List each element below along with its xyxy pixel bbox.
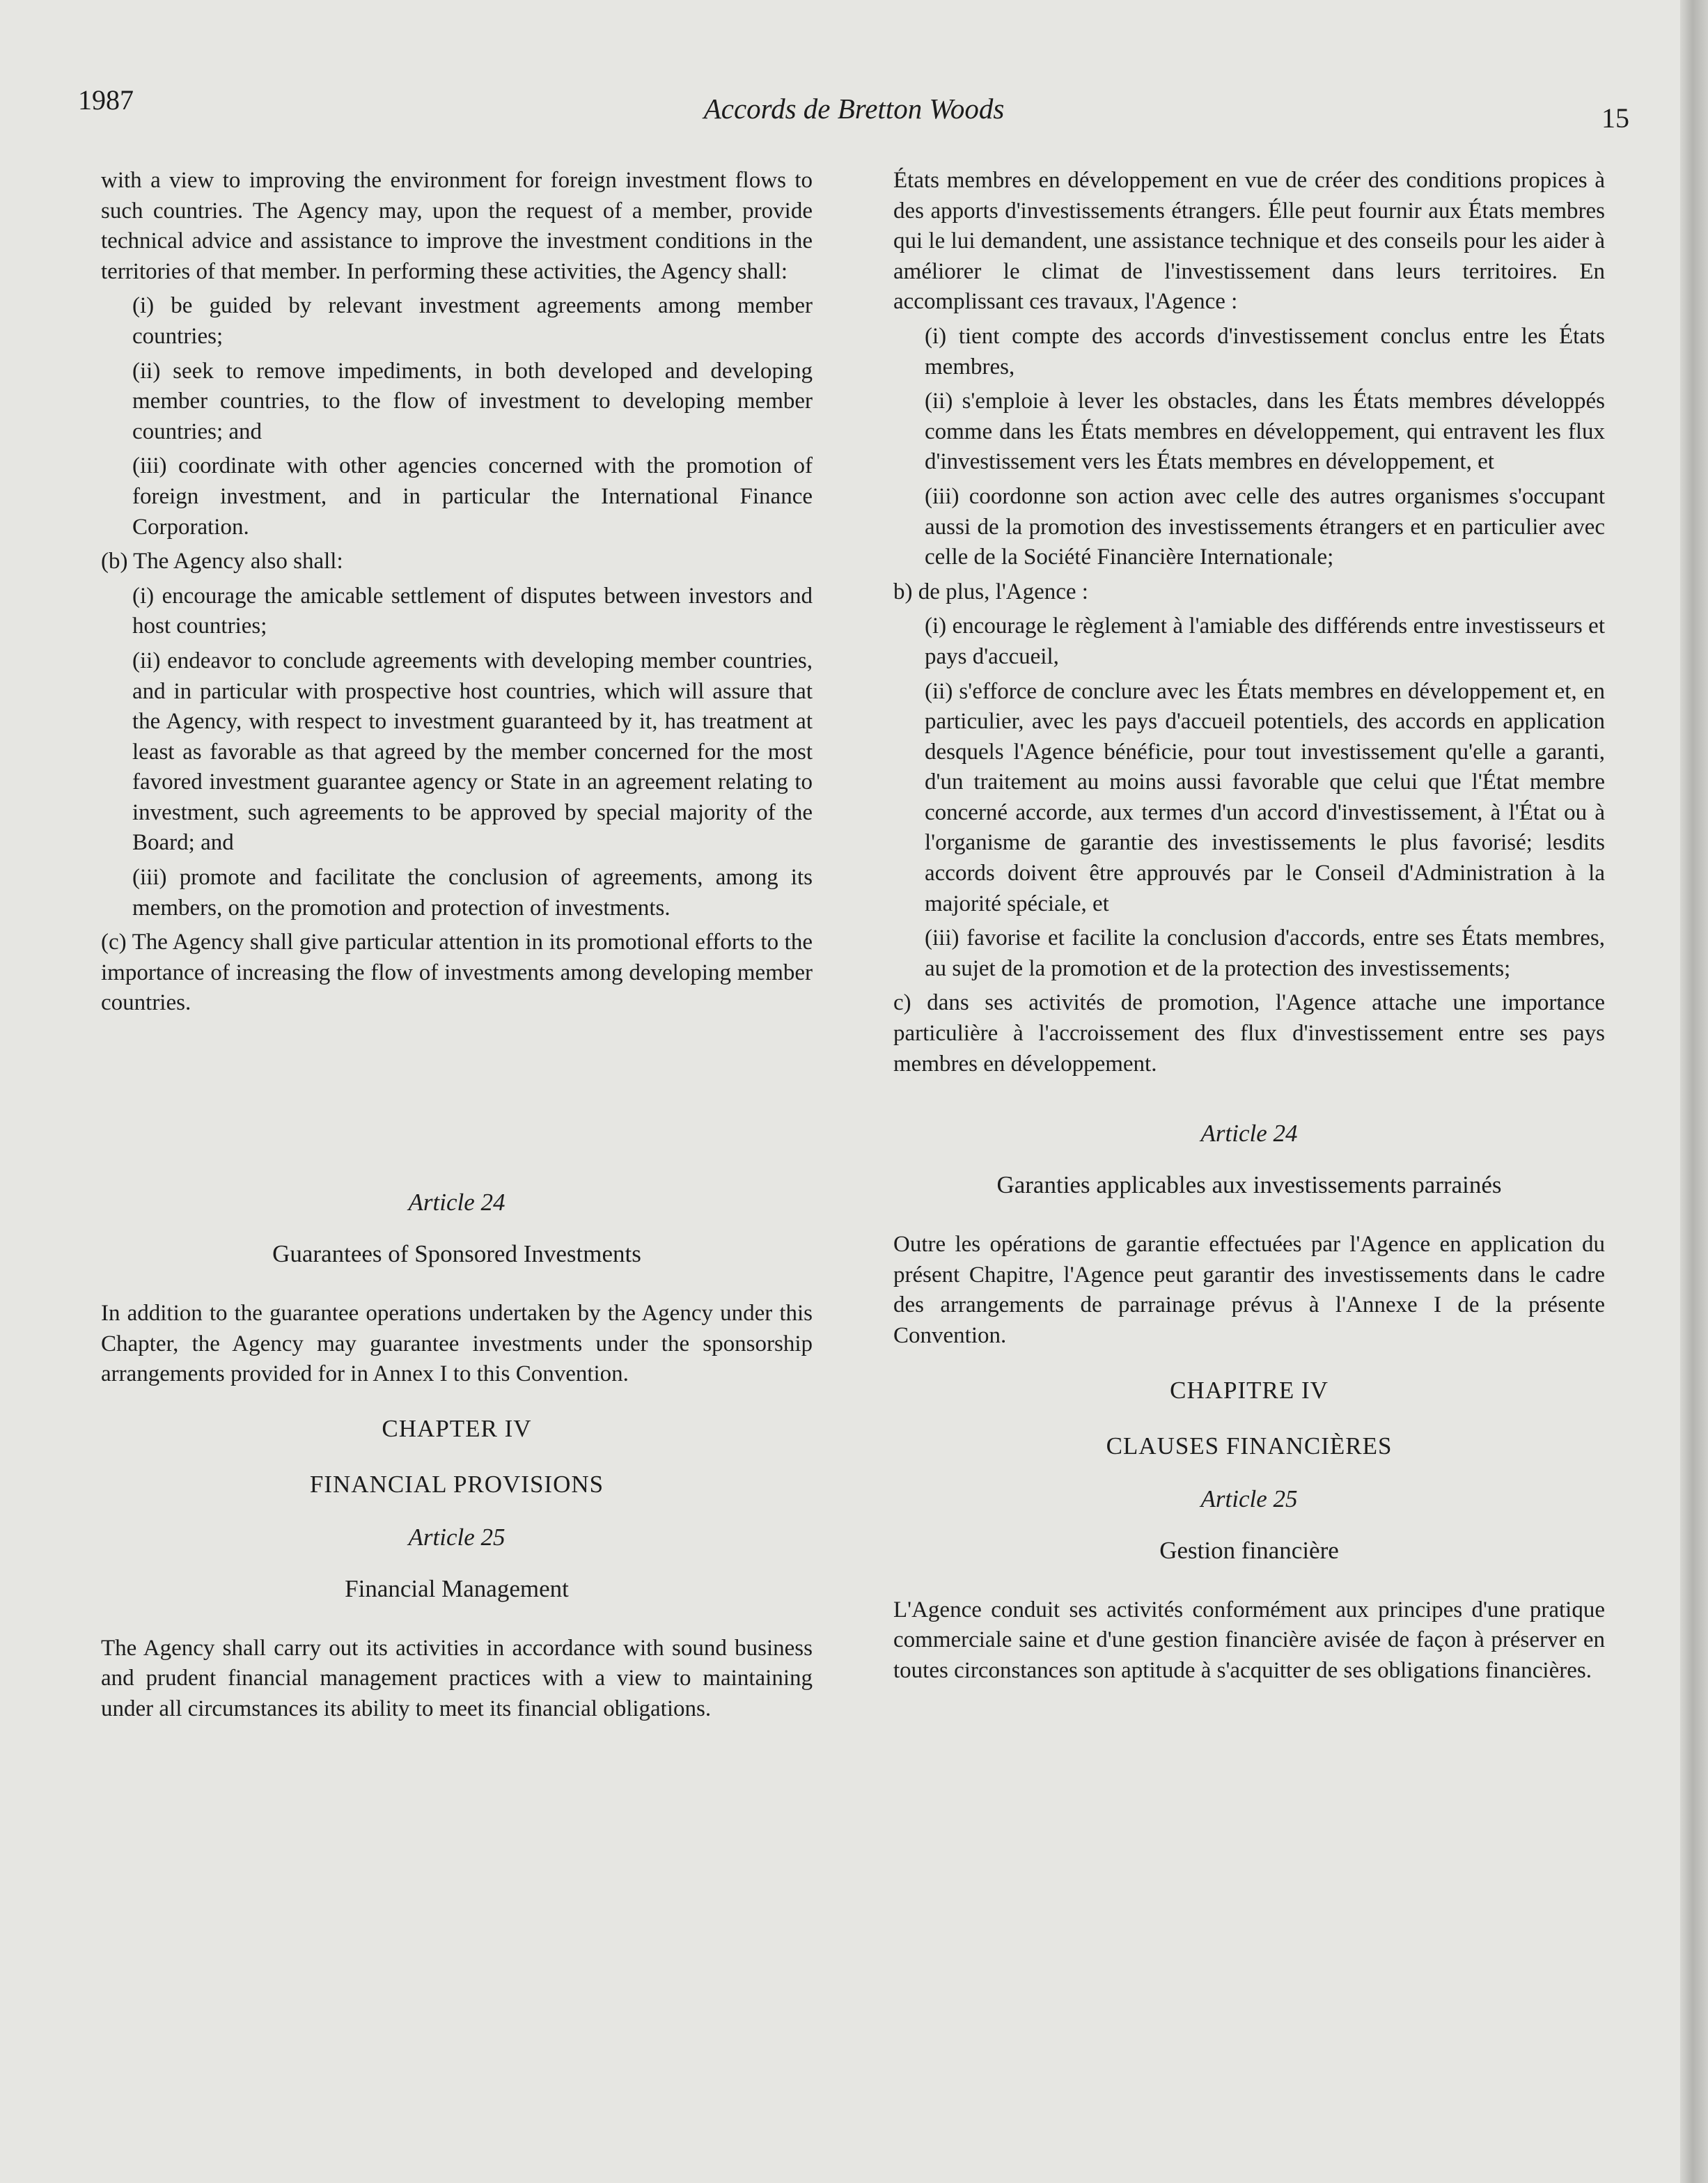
en-item-b-iii: (iii) promote and facilitate the conclusion of agreements, among its members, on the promotion and protection of investments. [132, 865, 813, 921]
fr-paragraph-intro: États membres en développement en vue de créer des conditions propices à des apports d'investissements étrangers. Élle peut fournir aux États membres qui le lui demandent, une assistance technique et des conseils pour les aider à améliorer le climat de l'investissement dans leurs territoires. En accomplissant ces travaux, l'Agence : [893, 168, 1605, 315]
fr-article-25-text: L'Agence conduit ses activités conformément aux principes d'une pratique commerciale saine et d'une gestion financière avisée de façon à préserver en toutes circonstances son aptitude à s'acquitter de ses obligations financières. [893, 1597, 1605, 1683]
en-item-b-ii: (ii) endeavor to conclude agreements with developing member countries, and in particular with prospective host countries, which will assure that the Agency, with respect to investment guaranteed by it, has treatment at least as favorable as that agreed by the member concerned for the most favored investment guarantee agency or State in an agreement relating to investment, such agreements to be approved by special majority of the Board; and [132, 648, 813, 856]
en-item-a-i: (i) be guided by relevant investment agreements among member countries; [132, 293, 813, 349]
en-chapter-title: FINANCIAL PROVISIONS [309, 1470, 604, 1498]
en-item-b-i: (i) encourage the amicable settlement of disputes between investors and host countries; [132, 583, 813, 639]
fr-item-b-ii: (ii) s'efforce de conclure avec les États membres en développement et, en particulier, avec les pays d'accueil potentiels, des accords en application desquels l'Agence bénéficie, pour tout investissement qu'elle a garanti, d'un traitement au moins aussi favorable que celui que l'État membre concerné accorde, aux termes d'un accord d'investissement, à l'État ou à l'organisme de garantie des investissements le plus favorisé; lesdits accords doivent être approuvés par le Conseil d'Administration à la majorité spéciale, et [925, 678, 1605, 916]
en-article-25-heading: Article 25 [408, 1523, 506, 1551]
en-chapter-heading: CHAPTER IV [382, 1414, 532, 1442]
page-edge [1680, 0, 1708, 2183]
fr-item-c: c) dans ses activités de promotion, l'Agence attache une importance particulière à l'accroissement des flux d'investissement entre ses pays membres en développement. [893, 990, 1605, 1077]
english-column [101, 166, 813, 1729]
fr-chapter-heading: CHAPITRE IV [1170, 1376, 1329, 1404]
french-column [893, 166, 1605, 1690]
en-item-a-iii: (iii) coordinate with other agencies concerned with the promotion of foreign investment, and in particular the International Finance Corporation. [132, 453, 813, 540]
fr-item-b-iii: (iii) favorise et facilite la conclusion d'accords, entre ses États membres, au sujet de la promotion et de la protection des investissements; [925, 925, 1605, 981]
fr-item-a-iii: (iii) coordonne son action avec celle des autres organismes s'occupant aussi de la promotion des investissements étrangers et en particulier avec celle de la Société Financière Internationale; [925, 483, 1605, 570]
fr-article-25-heading: Article 25 [1200, 1485, 1298, 1512]
spacer [893, 1083, 1605, 1118]
en-item-b-heading: (b) The Agency also shall: [101, 549, 343, 574]
fr-item-a-ii: (ii) s'emploie à lever les obstacles, dans les États membres développés comme dans les États membres en développement, qui entravent les flux d'investissement vers les États membres en développement, et [925, 389, 1605, 475]
en-article-24-text: In addition to the guarantee operations undertaken by the Agency under this Chapter, the Agency may guarantee investments under the sponsorship arrangements provided for in Annex I to this Convention. [101, 1301, 813, 1387]
fr-article-24-heading: Article 24 [1200, 1120, 1298, 1148]
fr-item-a-i: (i) tient compte des accords d'investissement conclus entre les États membres, [925, 323, 1605, 380]
en-article-25-title: Financial Management [345, 1574, 569, 1602]
en-item-c: (c) The Agency shall give particular attention in its promotional efforts to the importance of increasing the flow of investments among developing member countries. [101, 930, 813, 1016]
fr-article-24-text: Outre les opérations de garantie effectuées par l'Agence en application du présent Chapitre, l'Agence peut garantir des investissements dans le cadre des arrangements de parrainage prévus à l'Annexe I de la présente Convention. [893, 1232, 1605, 1348]
fr-article-25-title: Gestion financière [1159, 1536, 1339, 1564]
fr-article-24-title: Garanties applicables aux investissements parrainés [996, 1171, 1502, 1199]
en-item-a-ii: (ii) seek to remove impediments, in both developed and developing member countries, to the flow of investment to developing member countries; and [132, 358, 813, 444]
header-title: Accords de Bretton Woods [703, 93, 1005, 125]
en-article-24-title: Guarantees of Sponsored Investments [272, 1240, 641, 1268]
fr-item-b-heading: b) de plus, l'Agence : [893, 579, 1088, 604]
spacer [101, 1023, 813, 1187]
en-article-25-text: The Agency shall carry out its activities in accordance with sound business and prudent financial management practices with a view to maintaining under all circumstances its ability to meet its financial obligations. [101, 1635, 813, 1721]
en-paragraph-intro: with a view to improving the environment for foreign investment flows to such countries. The Agency may, upon the request of a member, provide technical advice and assistance to improve the investment conditions in the territories of that member. In performing these activities, the Agency shall: [101, 168, 813, 284]
page-number: 15 [1601, 102, 1629, 134]
header-year: 1987 [78, 84, 134, 116]
fr-item-b-i: (i) encourage le règlement à l'amiable des différends entre investisseurs et pays d'accueil, [925, 613, 1605, 669]
fr-chapter-title: CLAUSES FINANCIÈRES [1106, 1432, 1393, 1460]
en-article-24-heading: Article 24 [408, 1189, 506, 1216]
